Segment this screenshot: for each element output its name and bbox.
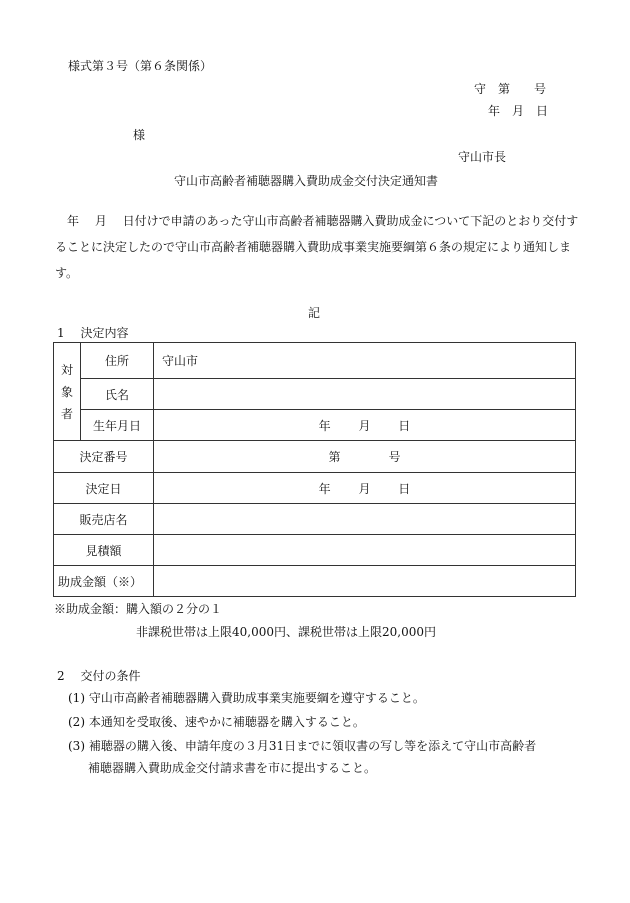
table-row [54, 343, 576, 379]
estimate-label: 見積額 [54, 535, 154, 566]
grant-note: ※助成金額：購入額の２分の１ [54, 602, 223, 616]
target-person-label: 対 象 者 [54, 343, 81, 441]
form-number: 様式第３号（第６条関係） [68, 59, 213, 73]
address-value: 守山市 [154, 343, 576, 379]
table-row [54, 379, 576, 410]
condition-item: (3) 補聴器の購入後、申請年度の３月31日までに領収書の写し等を添えて守山市高齢者 [68, 739, 537, 753]
condition-item: (1) 守山市高齢者補聴器購入費助成事業実施要綱を遵守すること。 [68, 691, 425, 705]
decision-date-value: 年 月 日 [154, 473, 576, 504]
birth-label: 生年月日 [81, 410, 154, 441]
ki-heading: 記 [308, 306, 321, 320]
table-row [54, 566, 576, 597]
document-number: 守 第 号 [474, 82, 547, 96]
shop-name-value [154, 504, 576, 535]
decision-date-label: 決定日 [54, 473, 154, 504]
page-title: 守山市高齢者補聴器購入費助成金交付決定通知書 [174, 174, 439, 188]
estimate-value [154, 535, 576, 566]
table-row [54, 441, 576, 473]
decision-number-label: 決定番号 [54, 441, 154, 473]
grant-amount-label: 助成金額（※） [54, 566, 154, 597]
grant-limit-note: 非課税世帯は上限40,000円、課税世帯は上限20,000円 [136, 625, 436, 639]
section1-heading: 1 決定内容 [57, 326, 129, 340]
condition-item-continued: 補聴器購入費助成金交付請求書を市に提出すること。 [88, 761, 377, 775]
grant-amount-value [154, 566, 576, 597]
birth-value: 年 月 日 [154, 410, 576, 441]
shop-name-label: 販売店名 [54, 504, 154, 535]
table-row [54, 473, 576, 504]
decision-table [53, 342, 576, 597]
name-value [154, 379, 576, 410]
table-row [54, 504, 576, 535]
issuer: 守山市長 [458, 150, 507, 164]
recipient-suffix: 様 [133, 128, 146, 142]
body-paragraph: 年 月 日付けで申請のあった守山市高齢者補聴器購入費助成金について下記のとおり交付することに決定したので守山市高齢者補聴器購入費助成事業実施要綱第６条の規定により通知します。 [55, 214, 579, 280]
decision-number-value: 第 号 [154, 441, 576, 473]
table-row [54, 535, 576, 566]
name-label: 氏名 [81, 379, 154, 410]
table-row [54, 410, 576, 441]
section2-heading: 2 交付の条件 [57, 669, 141, 683]
issue-date: 年 月 日 [488, 104, 549, 118]
address-label: 住所 [81, 343, 154, 379]
condition-item: (2) 本通知を受取後、速やかに補聴器を購入すること。 [68, 715, 365, 729]
